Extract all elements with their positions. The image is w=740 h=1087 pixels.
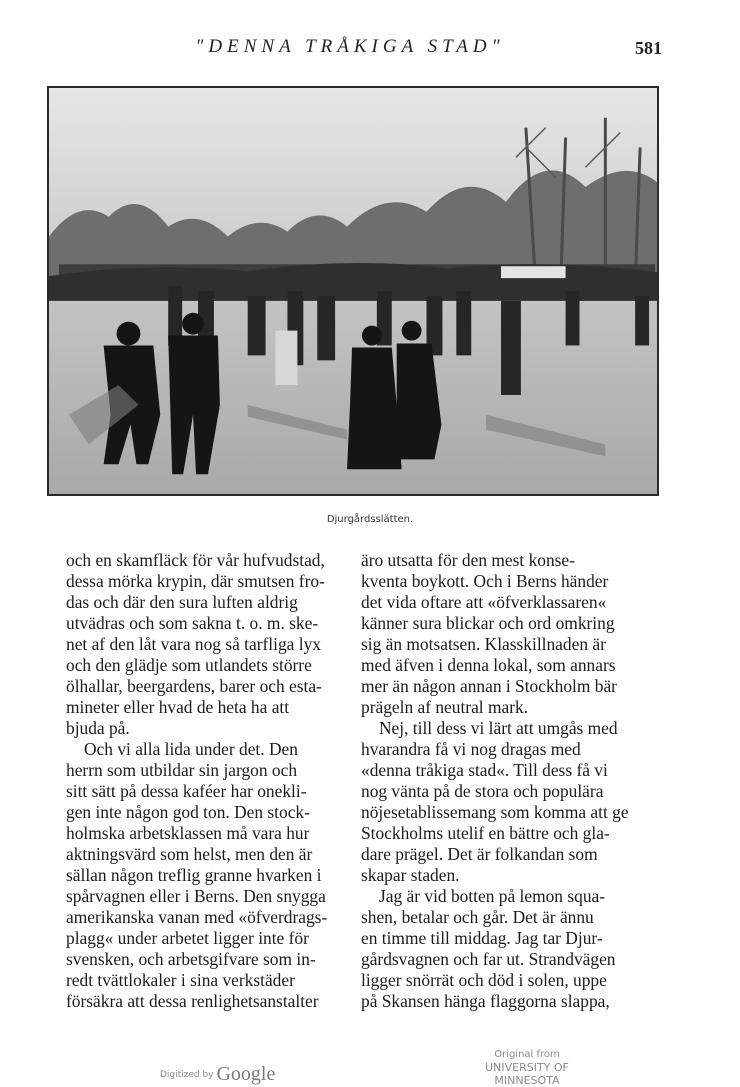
text-line: äro utsatta för den mest konse- xyxy=(361,550,575,570)
text-line: Stockholms utelif en bättre och gla- xyxy=(361,823,610,843)
text-line: ölhallar, beergardens, barer och esta- xyxy=(66,676,322,696)
text-line: det vida oftare att «öfverklassaren« xyxy=(361,592,607,612)
text-line: bjuda på. xyxy=(66,718,130,738)
text-line: ligger snörrät och död i solen, uppe xyxy=(361,970,607,990)
text-line: känner sura blickar och ord omkring xyxy=(361,613,615,633)
text-line: skapar staden. xyxy=(361,865,460,885)
text-line: das och där den sura luften aldrig xyxy=(66,592,298,612)
crowd-photograph-image xyxy=(49,88,657,494)
text-line: utvädras och som sakna t. o. m. ske- xyxy=(66,613,319,633)
digitized-by-watermark xyxy=(160,1060,275,1083)
text-line: Nej, till dess vi lärt att umgås med xyxy=(379,718,618,738)
original-from-label: Original from xyxy=(494,1049,560,1060)
text-line: spårvagnen eller i Berns. Den snygga xyxy=(66,886,326,906)
text-line: shen, betalar och går. Det är ännu xyxy=(361,907,594,927)
text-line: sällan någon treflig granne hvarken i xyxy=(66,865,322,885)
google-logo-text: Google xyxy=(216,1063,276,1085)
text-line: holmska arbetsklassen må vara hur xyxy=(66,823,310,843)
text-line: sig än motsatsen. Klasskillnaden är xyxy=(361,634,606,654)
text-line: herrn som utbildar sin jargon och xyxy=(66,760,298,780)
institution-name: UNIVERSITY OF MINNESOTA xyxy=(485,1061,569,1087)
text-line: sitt sätt på dessa kaféer har onekli- xyxy=(66,781,307,801)
text-line: försäkra att dessa renlighetsanstalter xyxy=(66,991,319,1011)
text-line: mer än någon annan i Stockholm bär xyxy=(361,676,617,696)
text-line: kventa boykott. Och i Berns händer xyxy=(361,571,609,591)
text-line: och en skamfläck för vår hufvudstad, xyxy=(66,550,325,570)
running-header-title: "DENNA TRÅKIGA STAD" xyxy=(195,36,505,57)
text-line: prägeln af neutral mark. xyxy=(361,697,529,717)
text-line: mineter eller hvad de heta ha att xyxy=(66,697,290,717)
text-line: redt tvättlokaler i sina verkstäder xyxy=(66,970,295,990)
text-line: nog vänta på de stora och populära xyxy=(361,781,604,801)
text-line: «denna tråkiga stad«. Till dess få vi xyxy=(361,760,608,780)
text-line: Jag är vid botten på lemon squa- xyxy=(379,886,606,906)
text-line: med äfven i denna lokal, som annars xyxy=(361,655,616,675)
text-line: aktningsvärd som helst, men den är xyxy=(66,844,313,864)
text-line: och den glädje som utlandets större xyxy=(66,655,312,675)
text-line: dare prägel. Det är folkandan som xyxy=(361,844,598,864)
text-line: gårdsvagnen och far ut. Strandvägen xyxy=(361,949,616,969)
text-line: gen inte någon god ton. Den stock- xyxy=(66,802,310,822)
text-line: amerikanska vanan med «öfverdrags- xyxy=(66,907,328,927)
digitized-prefix: Digitized by xyxy=(160,1070,214,1080)
original-source-watermark xyxy=(452,1048,602,1087)
text-line: plagg« under arbetet ligger inte för xyxy=(66,928,309,948)
figure-caption: Djurgårdsslätten. xyxy=(326,514,414,525)
text-line: nöjesetablissemang som komma att ge xyxy=(361,802,629,822)
text-line: hvarandra få vi nog dragas med xyxy=(361,739,581,759)
text-line: Och vi alla lida under det. Den xyxy=(84,739,298,759)
text-column-left xyxy=(66,550,348,1012)
crowd-photograph xyxy=(47,86,659,496)
text-line: net af den låt vara nog så tarfliga lyx xyxy=(66,634,321,654)
text-line: på Skansen hänga flaggorna slappa, xyxy=(361,991,610,1011)
text-column-right xyxy=(361,550,661,1012)
page-number: 581 xyxy=(635,38,662,58)
text-line: dessa mörka krypin, där smutsen fro- xyxy=(66,571,325,591)
text-line: svensken, och arbetsgifvare som in- xyxy=(66,949,316,969)
text-line: en timme till middag. Jag tar Djur- xyxy=(361,928,603,948)
